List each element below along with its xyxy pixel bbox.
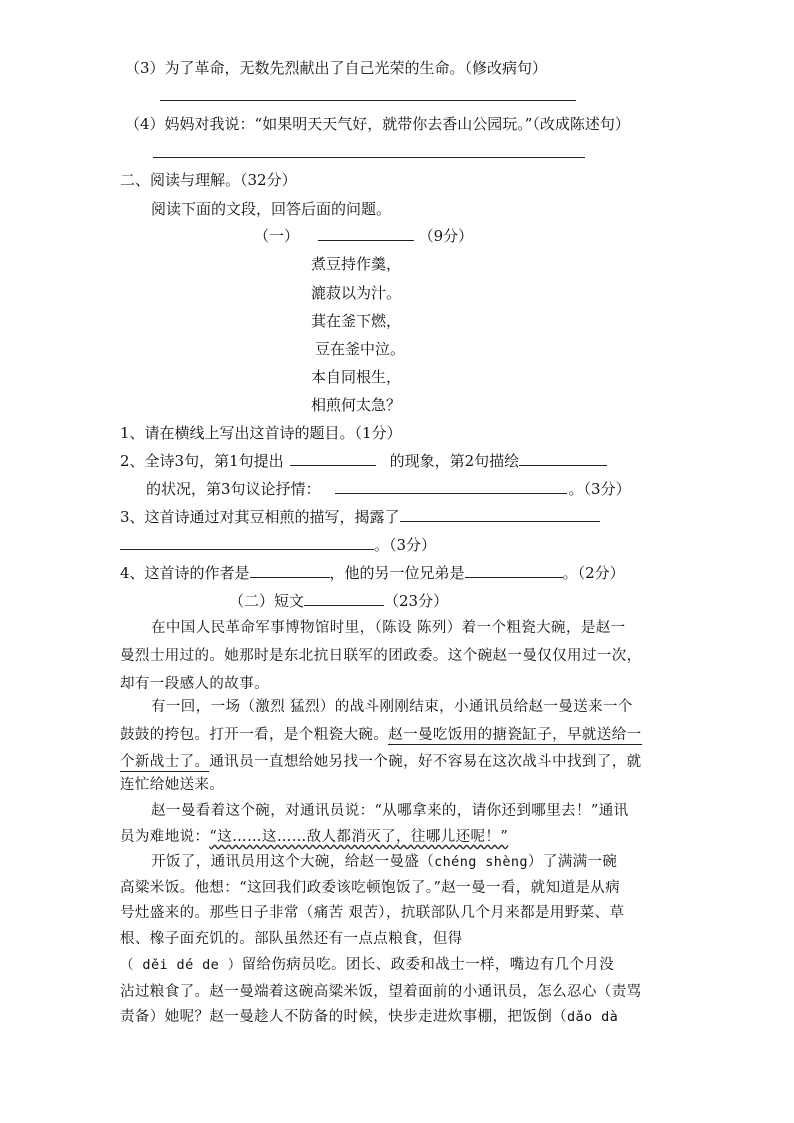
q4-blank-1[interactable]	[250, 563, 330, 578]
q2-text-d: 。（3分）	[568, 480, 631, 498]
q3-text-a: 3、这首诗通过对萁豆相煎的描写，揭露了	[120, 508, 400, 526]
q2-blank-1[interactable]	[290, 451, 376, 466]
reading-question-4	[120, 563, 625, 583]
reading-question-1: 1、请在横线上写出这首诗的题目。（1分）	[120, 424, 402, 442]
q2-text-a: 2、全诗3句，第1句提出	[120, 452, 284, 470]
passage-text: 责备）她呢？赵一曼趁人不防备的时候，快步走进炊事棚，把饭倒（	[120, 1009, 567, 1025]
reading-instruction: 阅读下面的文段，回答后面的问题。	[151, 200, 392, 218]
q4-text-a: 4、这首诗的作者是	[120, 564, 250, 582]
section-2-heading: 二、阅读与理解。（32分）	[120, 171, 297, 189]
q3-blank-2[interactable]	[120, 535, 374, 550]
passage-line: 沾过粮食了。赵一曼端着这碗高粱米饭，望着面前的小通讯员，怎么忍心（责骂	[120, 984, 642, 1000]
passage-line	[120, 955, 614, 975]
passage-line: 根、橡子面充饥的。部队虽然还有一点点粮食，但得	[120, 931, 463, 947]
part-1-heading	[254, 226, 473, 246]
passage-text: 留给伤病员吃。团长、政委和战士一样，嘴边有几个月没	[241, 957, 615, 973]
passage-line: 高粱米饭。他想：“这回我们政委该吃顿饱饭了。”赵一曼一看，就知道是从病	[120, 880, 621, 896]
passage-text: 开饭了，通讯员用这个大碗，给赵一曼盛（	[151, 854, 435, 870]
answer-line-q3[interactable]	[160, 100, 576, 101]
underlined-sentence-end: 个新战士了。	[120, 754, 210, 770]
pinyin-options: dǎo dà	[567, 1009, 619, 1025]
poem-line: 煮豆持作羹，	[311, 255, 402, 273]
passage-line: 曼烈士用过的。她那时是东北抗日联军的团政委。这个碗赵一曼仅仅用过一次，	[120, 648, 642, 664]
passage-line: 号灶盛来的。那些日子非常（痛苦 艰苦），抗联部队几个月来都是用野菜、草	[120, 905, 625, 921]
passage-line: 连忙给她送来。	[120, 777, 225, 793]
underlined-sentence: 赵一曼吃饭用的搪瓷缸子，早就送给一	[388, 727, 642, 743]
poem-line: 豆在釜中泣。	[315, 340, 406, 358]
passage-line	[151, 852, 617, 872]
part-2-label: （二）短文	[229, 592, 305, 610]
reading-question-3	[120, 507, 600, 527]
part-1-score: （9分）	[418, 227, 474, 245]
q2-text-c: 的状况，第3句议论抒情：	[146, 480, 321, 498]
reading-question-2-cont	[146, 479, 631, 499]
passage-text: 通讯员一直想给她另找一个碗，好不容易在这次战斗中找到了，就	[209, 754, 642, 770]
reading-question-3-cont	[120, 535, 436, 555]
poem-title-blank[interactable]	[318, 226, 414, 241]
passage-line	[120, 725, 642, 745]
passage-text: ）了满满一碗	[527, 854, 618, 870]
passage-line: 却有一段感人的故事。	[120, 676, 269, 692]
q3-blank-1[interactable]	[400, 507, 600, 522]
passage-line: 有一回，一场（激烈 猛烈）的战斗刚刚结束，小通讯员给赵一曼送来一个	[151, 699, 633, 715]
answer-line-q4[interactable]	[153, 157, 585, 158]
part-2-score: （23分）	[384, 592, 449, 610]
passage-line	[120, 827, 508, 847]
q2-blank-2[interactable]	[519, 451, 607, 466]
poem-line: 漉菽以为汁。	[311, 284, 402, 302]
reading-question-2	[120, 451, 607, 471]
q2-blank-3[interactable]	[335, 479, 567, 494]
wavy-underlined-quote: “这……这……敌人都消灭了，往哪儿还呢！”	[209, 829, 509, 845]
passage-line	[120, 1007, 618, 1027]
q2-text-b: 的现象，第2句描绘	[389, 452, 520, 470]
passage-line: 在中国人民革命军事博物馆时里，（陈设 陈列）着一个粗瓷大碗，是赵一	[151, 620, 626, 636]
pinyin-options: chéng shèng	[434, 854, 528, 870]
poem-line: 相煎何太急？	[311, 396, 402, 414]
passage-text: 鼓鼓的挎包。打开一看，是个粗瓷大碗。	[120, 727, 389, 743]
q3-text-b: 。（3分）	[374, 536, 437, 554]
pinyin-options: （ děi dé de ）	[120, 957, 242, 973]
part-1-label: （一）	[254, 227, 300, 245]
poem-line: 本自同根生，	[311, 368, 402, 386]
passage-line	[120, 752, 642, 772]
passage-text: 员为难地说：	[120, 829, 210, 845]
passage-line: 赵一曼看着这个碗，对通讯员说：“从哪拿来的，请你还到哪里去！”通讯	[151, 803, 629, 819]
q4-text-c: 。（2分）	[562, 564, 625, 582]
question-4-text: （4）妈妈对我说：“如果明天天气好，就带你去香山公园玩。”（改成陈述句）	[125, 115, 630, 133]
poem-line: 萁在釜下燃，	[311, 312, 402, 330]
part-2-heading	[229, 591, 448, 611]
question-3-text: （3）为了革命，无数先烈献出了自己光荣的生命。（修改病句）	[125, 59, 548, 77]
passage-title-blank[interactable]	[304, 591, 384, 606]
q4-text-b: ，他的另一位兄弟是	[329, 564, 465, 582]
q4-blank-2[interactable]	[465, 563, 563, 578]
